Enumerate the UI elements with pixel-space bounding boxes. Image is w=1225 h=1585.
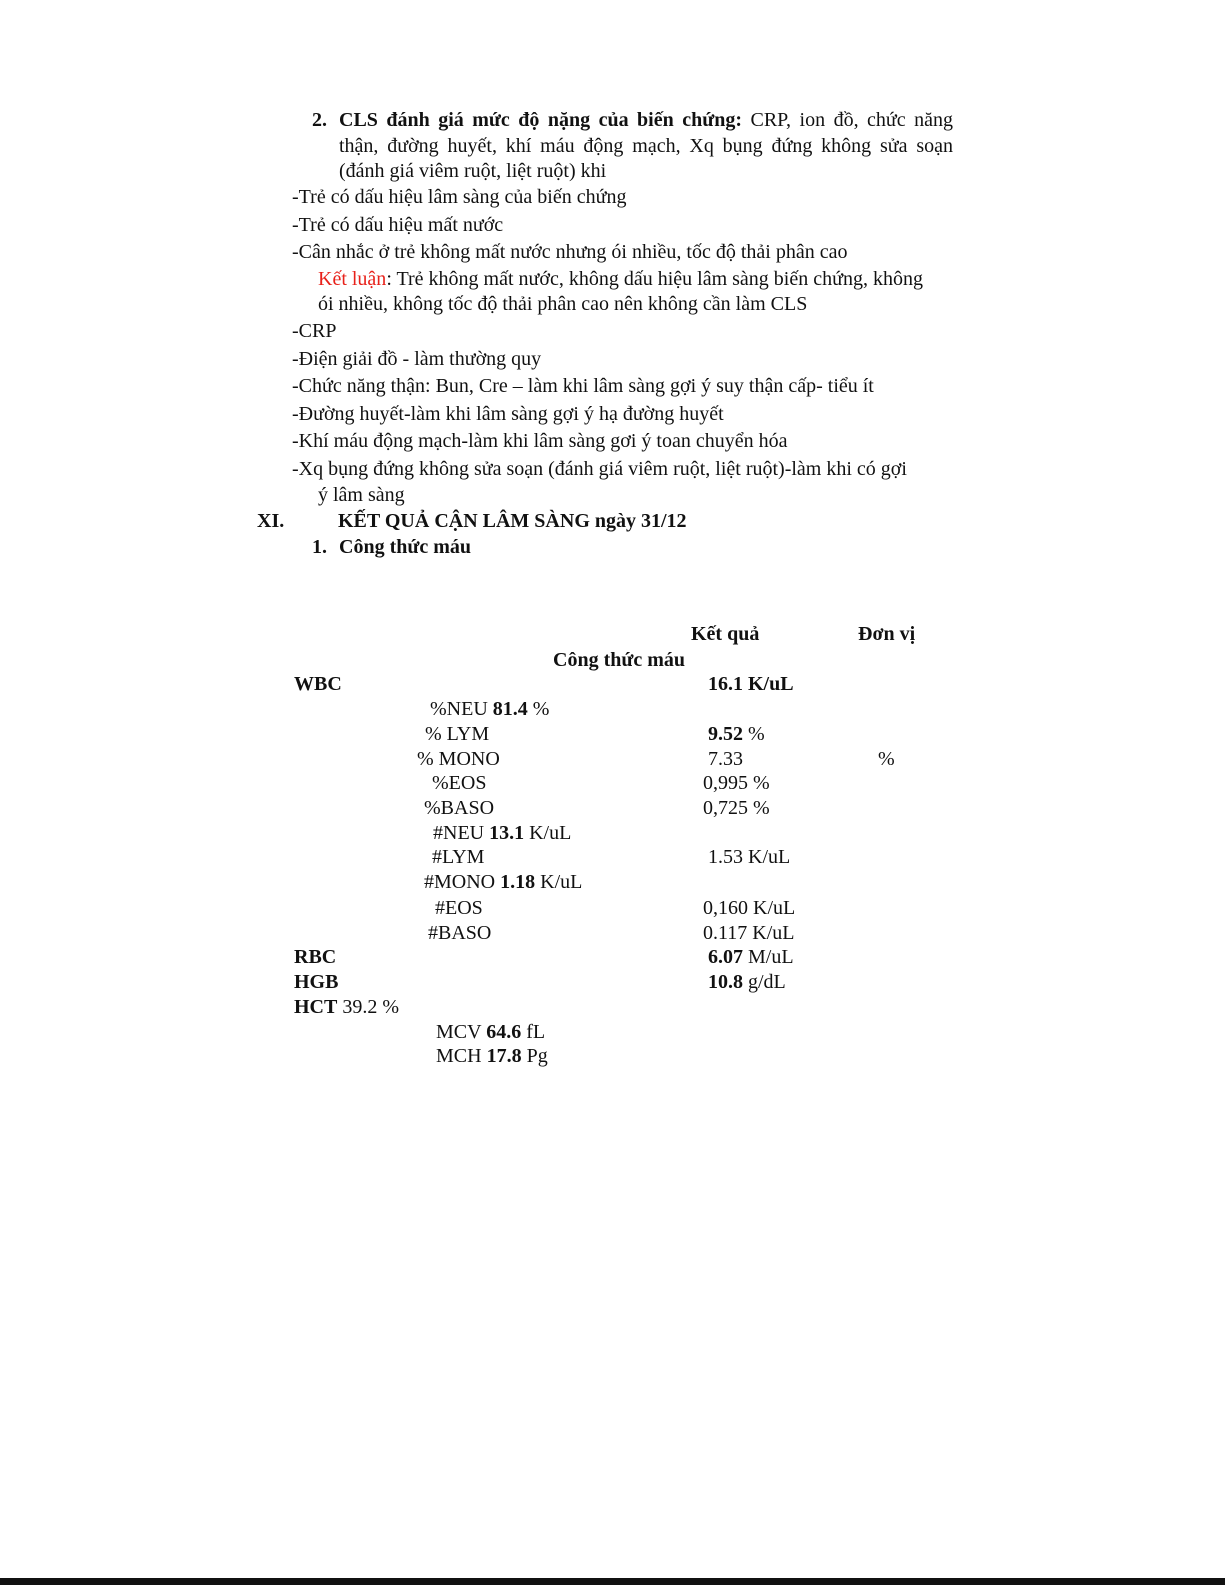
section2-title: CLS đánh giá mức độ nặng của biến chứng: <box>339 109 742 131</box>
wbc-result: 16.1 K/uL <box>708 673 794 695</box>
hgb-unit: g/dL <box>743 971 786 993</box>
section2-line1 <box>339 108 953 132</box>
test-item: ý lâm sàng <box>318 484 405 506</box>
mono-abs-row <box>424 870 582 894</box>
neu-abs-value: 13.1 <box>489 822 525 844</box>
mono-abs-label: #MONO <box>424 871 501 893</box>
lym-abs-result: 1.53 K/uL <box>708 846 791 868</box>
column-header-unit: Đơn vị <box>858 623 916 645</box>
hgb-result <box>708 970 786 994</box>
rbc-value: 6.07 <box>708 946 743 968</box>
mono-pct-unit: % <box>878 748 895 770</box>
mcv-value: 64.6 <box>486 1021 522 1043</box>
conclusion-label: Kết luận <box>318 268 387 290</box>
mcv-label: MCV <box>436 1021 487 1043</box>
rbc-label: RBC <box>294 946 337 968</box>
neu-pct-row <box>430 697 549 721</box>
mcv-unit: fL <box>521 1021 546 1043</box>
eos-abs-label: #EOS <box>435 897 483 919</box>
section2-number: 2. <box>312 109 327 131</box>
wbc-label: WBC <box>294 673 342 695</box>
test-item: -Điện giải đồ - làm thường quy <box>292 348 542 370</box>
neu-pct-unit: % <box>527 698 550 720</box>
indication-item: -Trẻ có dấu hiệu mất nước <box>292 214 504 236</box>
neu-abs-row <box>433 821 571 845</box>
hct-value: 39.2 % <box>337 996 400 1018</box>
baso-pct-label: %BASO <box>424 797 495 819</box>
test-item: -Xq bụng đứng không sửa soạn (đánh giá viêm ruột, liệt ruột)-làm khi có gợi <box>292 458 907 480</box>
lym-pct-unit: % <box>743 723 765 745</box>
section11-title: KẾT QUẢ CẬN LÂM SÀNG ngày 31/12 <box>338 510 687 532</box>
section11-numeral: XI. <box>257 510 285 532</box>
rbc-unit: M/uL <box>743 946 794 968</box>
mch-label: MCH <box>436 1045 487 1067</box>
baso-pct-result: 0,725 % <box>703 797 770 819</box>
mono-pct-result: 7.33 <box>708 748 743 770</box>
rbc-result <box>708 945 794 969</box>
conclusion-text-1: : Trẻ không mất nước, không dấu hiệu lâm sàng biến chứng, không <box>386 268 923 290</box>
neu-pct-value: 81.4 <box>492 698 528 720</box>
mch-unit: Pg <box>521 1045 548 1067</box>
baso-abs-label: #BASO <box>428 922 492 944</box>
neu-abs-label: #NEU <box>433 822 490 844</box>
table-title: Công thức máu <box>553 649 686 671</box>
neu-abs-unit: K/uL <box>524 822 572 844</box>
eos-abs-result: 0,160 K/uL <box>703 897 796 919</box>
subsection1-title: Công thức máu <box>339 536 472 558</box>
column-header-result: Kết quả <box>691 623 760 645</box>
baso-abs-result: 0.117 K/uL <box>703 922 795 944</box>
conclusion-line1 <box>318 267 923 291</box>
section2-text-1: CRP, ion đồ, chức năng <box>742 109 953 131</box>
mono-pct-label: % MONO <box>417 748 500 770</box>
test-item: -CRP <box>292 320 337 342</box>
hct-row <box>294 995 399 1019</box>
test-item: -Đường huyết-làm khi lâm sàng gợi ý hạ đường huyết <box>292 403 724 425</box>
indication-item: -Cân nhắc ở trẻ không mất nước nhưng ói nhiều, tốc độ thải phân cao <box>292 241 848 263</box>
test-item: -Khí máu động mạch-làm khi lâm sàng gơi ý toan chuyển hóa <box>292 430 788 452</box>
subsection1-number: 1. <box>312 536 327 558</box>
section2-line3: (đánh giá viêm ruột, liệt ruột) khi <box>339 160 607 182</box>
eos-pct-label: %EOS <box>432 772 487 794</box>
lym-pct-value: 9.52 <box>708 723 743 745</box>
mono-abs-unit: K/uL <box>535 871 583 893</box>
neu-pct-label: %NEU <box>430 698 493 720</box>
eos-pct-result: 0,995 % <box>703 772 770 794</box>
conclusion-line2: ói nhiều, không tốc độ thải phân cao nên không cần làm CLS <box>318 293 808 315</box>
hgb-label: HGB <box>294 971 339 993</box>
indication-item: -Trẻ có dấu hiệu lâm sàng của biến chứng <box>292 186 627 208</box>
hct-label: HCT <box>294 996 338 1018</box>
lym-pct-label: % LYM <box>425 723 490 745</box>
lym-abs-label: #LYM <box>432 846 485 868</box>
lym-pct-result <box>708 722 765 746</box>
hgb-value: 10.8 <box>708 971 743 993</box>
mono-abs-value: 1.18 <box>500 871 536 893</box>
page-bottom-border <box>0 1578 1225 1585</box>
mch-value: 17.8 <box>486 1045 522 1067</box>
test-item: -Chức năng thận: Bun, Cre – làm khi lâm sàng gợi ý suy thận cấp- tiểu ít <box>292 375 874 397</box>
section2-line2: thận, đường huyết, khí máu động mạch, Xq bụng đứng không sửa soạn <box>339 135 953 157</box>
mch-row <box>436 1044 548 1068</box>
mcv-row <box>436 1020 545 1044</box>
